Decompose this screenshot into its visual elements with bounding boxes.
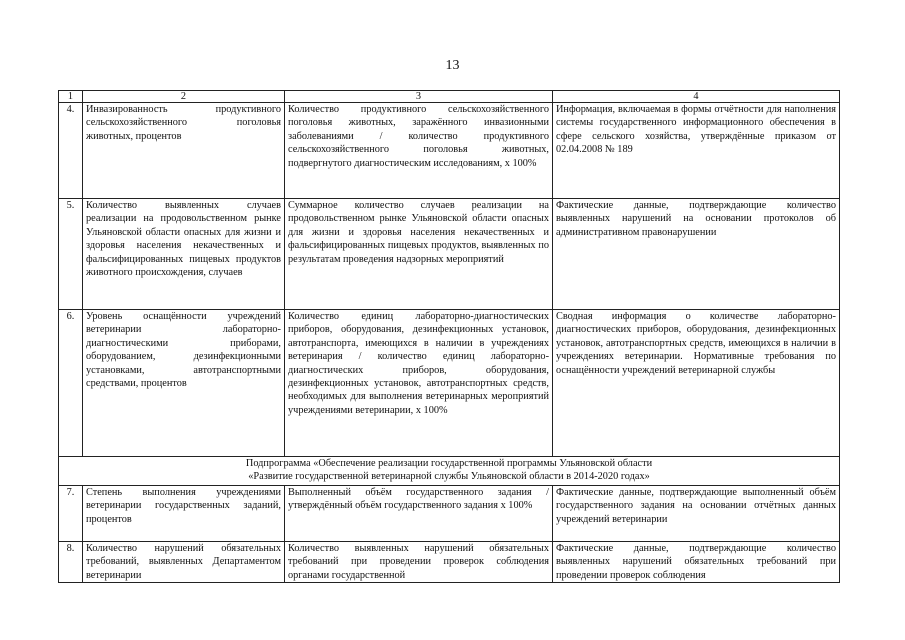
header-cell: 1: [59, 91, 83, 103]
row-number: 7.: [59, 486, 83, 542]
indicator-cell: Количество нарушений обязательных требований, выявленных Департаментом ветеринарии: [83, 542, 285, 583]
method-cell: Суммарное количество случаев реализации на продовольственном рынке Ульяновской области опасных для жизни и здоровья населения некачественных и фальсифицированных пищевых продуктов, выявленных по результатам проведения надзорных мероприятий: [285, 199, 553, 310]
header-cell: 4: [553, 91, 840, 103]
page-number: 13: [445, 58, 460, 73]
section-heading-row: [59, 457, 840, 486]
indicators-table: [58, 90, 840, 583]
source-cell: Фактические данные, подтверждающие количество выявленных нарушений обязательных требований при проведении проверок соблюдения: [553, 542, 840, 583]
source-cell: Информация, включаемая в формы отчётности для наполнения системы государственного информационного обеспечения в сфере сельского хозяйства, утверждённые приказом от 02.04.2008 № 189: [553, 103, 840, 199]
indicator-cell: Инвазированность продуктивного сельскохозяйственного поголовья животных, процентов: [83, 103, 285, 199]
header-cell: 2: [83, 91, 285, 103]
subprogram-heading-line: Подпрограмма «Обеспечение реализации государственной программы Ульяновской области: [245, 458, 653, 469]
row-number: 8.: [59, 542, 83, 583]
row-number: 6.: [59, 310, 83, 457]
table-row: [59, 103, 840, 199]
method-cell: Количество продуктивного сельскохозяйственного поголовья животных, заражённого инвазионными заболеваниями / количество продуктивного сельскохозяйственного поголовья животных, подвергнутого диагностическим исследованиям, х 100%: [285, 103, 553, 199]
table-row: [59, 310, 840, 457]
row-number: 5.: [59, 199, 83, 310]
subprogram-heading-line: «Развитие государственной ветеринарной службы Ульяновской области в 2014-2020 годах»: [248, 471, 650, 483]
row-number: 4.: [59, 103, 83, 199]
table-row: [59, 199, 840, 310]
source-cell: Фактические данные, подтверждающие выполненный объём государственного задания на основании отчётных данных учреждений ветеринарии: [553, 486, 840, 542]
subprogram-heading: [59, 457, 840, 486]
method-cell: Выполненный объём государственного задания / утверждённый объём государственного задания х 100%: [285, 486, 553, 542]
source-cell: Фактические данные, подтверждающие количество выявленных нарушений на основании протоколов об административном правонарушении: [553, 199, 840, 310]
header-cell: 3: [285, 91, 553, 103]
indicator-cell: Степень выполнения учреждениями ветеринарии государственных заданий, процентов: [83, 486, 285, 542]
source-cell: Сводная информация о количестве лабораторно-диагностических приборов, оборудования, дезинфекционных установок, автотранспортных средств, имеющихся в наличии в учреждениях ветеринарии. Нормативные требования по оснащённости учреждений ветеринарной службы: [553, 310, 840, 457]
table-row: [59, 486, 840, 542]
method-cell: Количество выявленных нарушений обязательных требований при проведении проверок соблюдения органами государственной: [285, 542, 553, 583]
table-header-row: [59, 91, 840, 103]
table-row: [59, 542, 840, 583]
indicator-cell: Количество выявленных случаев реализации на продовольственном рынке Ульяновской области опасных для жизни и здоровья населения некачественных и фальсифицированных пищевых продуктов животного происхождения, случаев: [83, 199, 285, 310]
method-cell: Количество единиц лабораторно-диагностических приборов, оборудования, дезинфекционных установок, автотранспорта, имеющихся в наличии в учреждениях ветеринария / количество единиц лабораторно-диагностических приборов, оборудования, дезинфекционных установок, автотранспортных средств, необходимых для выполнения ветеринарных мероприятий учреждениями ветеринарии, х 100%: [285, 310, 553, 457]
indicator-cell: Уровень оснащённости учреждений ветеринарии лабораторно-диагностическими приборами, оборудованием, дезинфекционными установками, автотранспортными средствами, процентов: [83, 310, 285, 457]
